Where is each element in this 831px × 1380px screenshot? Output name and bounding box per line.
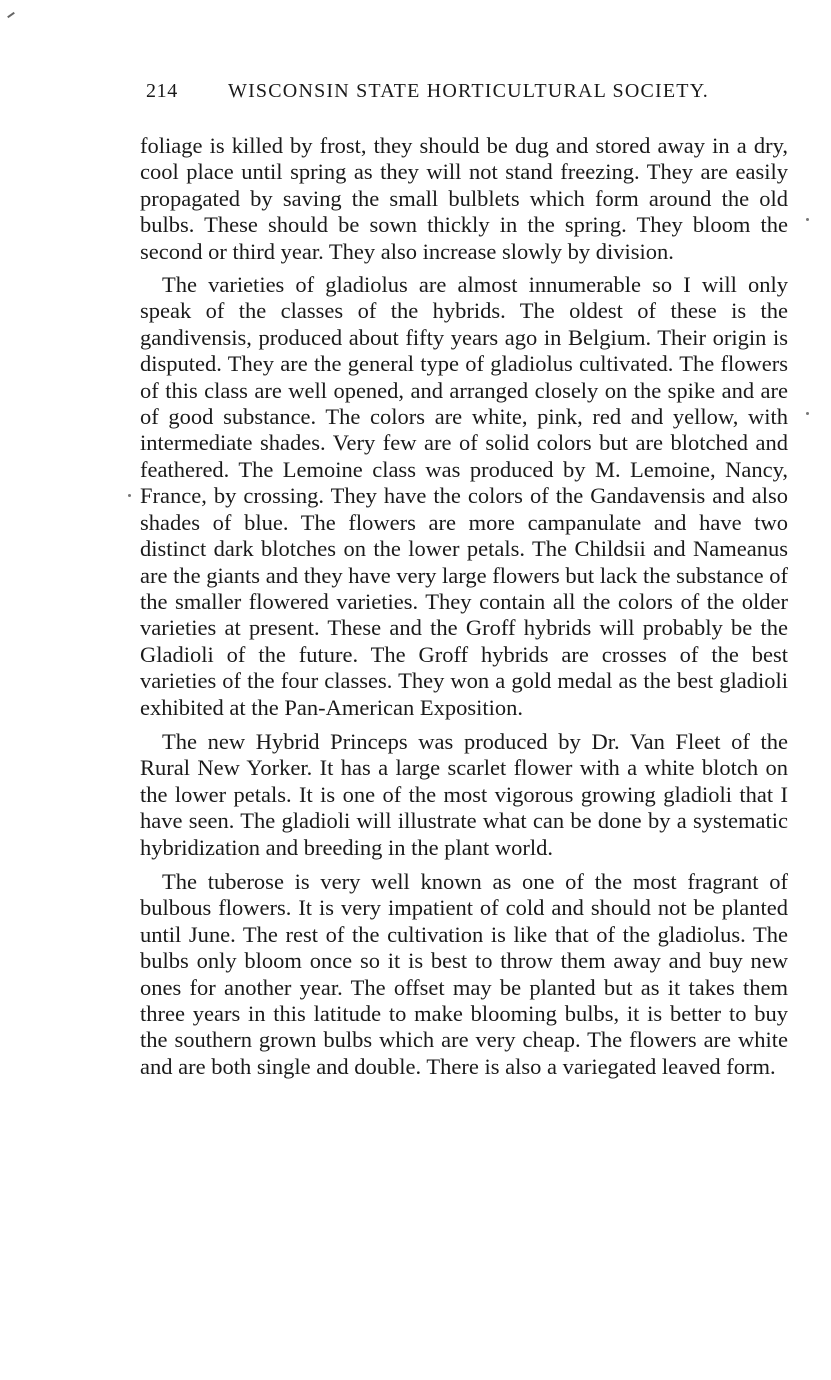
paragraph-hybrid-princeps: The new Hybrid Princeps was produced by Dr. Van Fleet of the Rural New Yorker. It has a large scarlet flower with a white blotch on the lower petals. It is one of the most vigorous growing gladioli that I have seen. The gladioli will illustrate what can be done by a systematic hybridization and breeding in the plant world. xyxy=(140,728,788,860)
journal-title: WISCONSIN STATE HORTICULTURAL SOCIETY. xyxy=(228,80,709,102)
paragraph-continued: foliage is killed by frost, they should be dug and stored away in a dry, cool place until spring as they will not stand freezing. They are easily propagated by saving the small bulblets which form around the old bulbs. These should be sown thickly in the spring. They bloom the second or third year. They also increase slowly by division. xyxy=(140,133,788,264)
running-head xyxy=(146,80,746,110)
scan-artifact-dot xyxy=(806,218,809,221)
paragraph-tuberose: The tuberose is very well known as one of the most fragrant of bulbous flowers. It is very impatient of cold and should not be planted until June. The rest of the cultivation is like that of the gladiolus. The bulbs only bloom once so it is best to throw them away and buy new ones for another year. The offset may be planted but as it takes them three years in this latitude to make blooming bulbs, it is better to buy the southern grown bulbs which are very cheap. The flowers are white and are both single and double. There is also a variegated leaved form. xyxy=(140,868,788,1079)
paragraph-gladiolus-varieties: The varieties of gladiolus are almost innumerable so I will only speak of the classes of the hybrids. The oldest of these is the gandivensis, produced about fifty years ago in Belgium. Their origin is disputed. They are the general type of gladiolus cultivated. The flowers of this class are well opened, and arranged closely on the spike and are of good substance. The colors are white, pink, red and yellow, with intermediate shades. Very few are of solid colors but are blotched and feathered. The Lemoine class was produced by M. Lemoine, Nancy, France, by crossing. They have the colors of the Gandavensis and also shades of blue. The flowers are more campanulate and have two distinct dark blotches on the lower petals. The Childsii and Nameanus are the giants and they have very large flowers but lack the substance of the smaller flowered varieties. They contain all the colors of the older varieties at present. These and the Groff hybrids will probably be the Gladioli of the future. The Groff hybrids are crosses of the best varieties of the four classes. They won a gold medal as the best gladioli exhibited at the Pan-American Exposition. xyxy=(140,272,788,720)
scan-artifact-mark xyxy=(7,12,15,18)
scan-artifact-dot xyxy=(128,494,131,497)
page-number: 214 xyxy=(146,80,178,102)
scan-artifact-dot xyxy=(806,412,809,415)
body-text xyxy=(140,133,788,1088)
